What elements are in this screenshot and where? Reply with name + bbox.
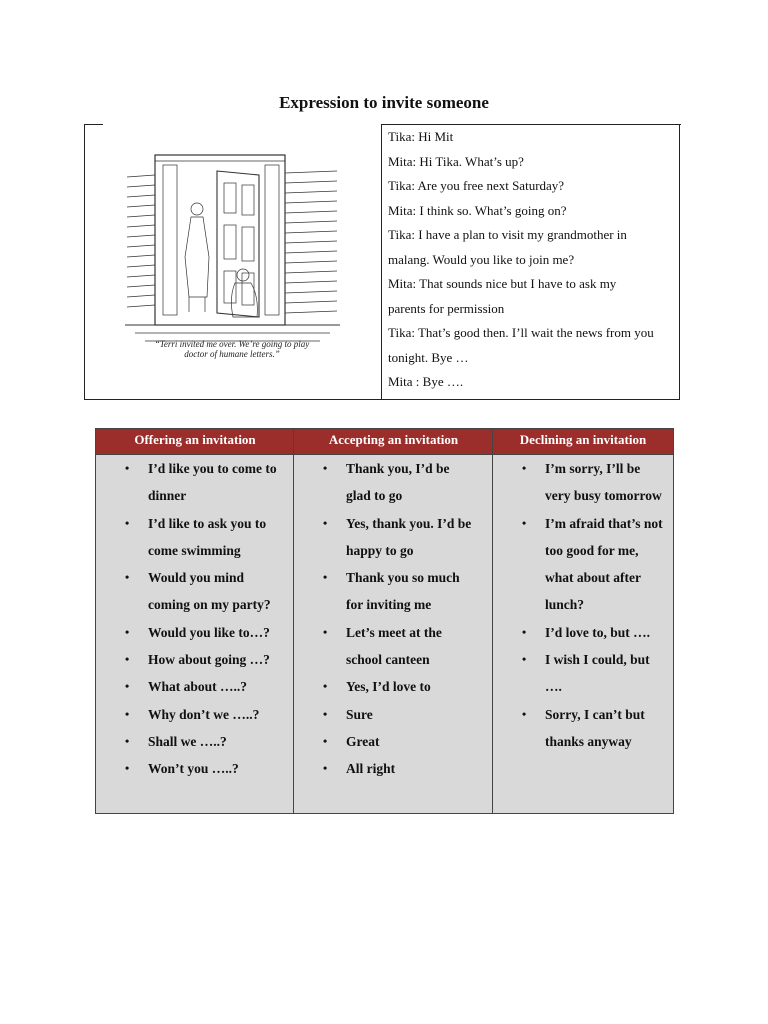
offering-list: [96, 455, 288, 783]
list-item-text: Why don’t we …..?: [148, 706, 260, 722]
list-item-text: Yes, I’d love to: [346, 679, 431, 695]
list-item-text: I’d like you to come to dinner: [148, 461, 277, 504]
accepting-list: [294, 455, 476, 783]
dialog-line: Tika: Hi Mit: [388, 129, 454, 144]
list-item-text: Would you like to…?: [148, 624, 270, 640]
list-item-text: Thank you, I’d be glad to go: [346, 461, 450, 504]
bullet-icon: •: [125, 679, 130, 694]
bullet-icon: •: [323, 733, 328, 748]
list-item: [493, 619, 663, 646]
list-item-text: Thank you so much for inviting me: [346, 570, 460, 613]
expressions-table: [95, 428, 674, 814]
dialog-line: Tika: Are you free next Saturday?: [388, 178, 565, 193]
list-item: [96, 673, 288, 700]
bullet-icon: •: [522, 706, 527, 721]
bullet-icon: •: [323, 515, 328, 530]
page-title: Expression to invite someone: [279, 93, 489, 112]
bullet-icon: •: [522, 652, 527, 667]
column-accepting: [294, 455, 493, 813]
dialog-line: Mita: That sounds nice but I have to ask my: [388, 276, 617, 291]
list-item-text: Won’t you …..?: [148, 761, 239, 777]
bullet-icon: •: [125, 706, 130, 721]
dialog-line: Mita: I think so. What’s going on?: [388, 202, 567, 218]
siding-right: [285, 171, 337, 313]
border-segment: [84, 124, 103, 125]
list-item: [96, 701, 288, 728]
bullet-icon: •: [125, 652, 130, 667]
header-offering: Offering an invitation: [96, 429, 294, 455]
list-item: [96, 619, 288, 646]
list-item: [96, 510, 288, 565]
list-item: [96, 455, 288, 510]
dialog-line: Mita: Hi Tika. What’s up?: [388, 153, 524, 169]
list-item: [96, 755, 288, 782]
list-item: [294, 455, 476, 510]
siding-left: [127, 175, 155, 307]
dialog-line: Mita : Bye ….: [388, 374, 464, 389]
list-item: [96, 646, 288, 673]
bullet-icon: •: [522, 515, 527, 530]
list-item-text: Let’s meet at the school canteen: [346, 624, 442, 668]
list-item: [294, 619, 476, 674]
list-item-text: Shall we …..?: [148, 733, 227, 749]
bullet-icon: •: [125, 761, 130, 776]
box-divider: [381, 124, 382, 400]
list-item-text: Sorry, I can’t but thanks anyway: [545, 706, 645, 749]
bullet-icon: •: [125, 624, 130, 639]
list-item-text: Great: [346, 733, 380, 749]
bullet-icon: •: [323, 461, 328, 475]
list-item: [493, 455, 663, 510]
bullet-icon: •: [522, 461, 527, 475]
header-accepting: Accepting an invitation: [294, 429, 493, 455]
list-item-text: I’d love to, but ….: [545, 624, 651, 640]
dialog-line: Tika: I have a plan to visit my grandmother in: [388, 227, 627, 242]
bullet-icon: •: [323, 706, 328, 721]
list-item-text: I’m sorry, I’ll be very busy tomorrow: [545, 461, 662, 504]
column-divider: [293, 429, 294, 813]
list-item-text: Yes, thank you. I’d be happy to go: [346, 515, 472, 558]
bullet-icon: •: [323, 679, 328, 694]
bullet-icon: •: [125, 733, 130, 748]
list-item-text: I’d like to ask you to come swimming: [148, 515, 267, 558]
cartoon-caption: “Terri invited me over. We’re going to play doctor of humane letters.”: [154, 339, 310, 359]
column-offering: [96, 455, 294, 813]
list-item-text: How about going …?: [148, 652, 270, 668]
list-item: [294, 510, 476, 565]
dialog-line: tonight. Bye …: [388, 349, 469, 365]
dialog-text: [388, 125, 680, 395]
list-item: [294, 755, 476, 782]
list-item: [96, 564, 288, 619]
dialog-line: malang. Would you like to join me?: [388, 251, 575, 267]
bullet-icon: •: [125, 461, 130, 475]
bullet-icon: •: [323, 624, 328, 639]
bullet-icon: •: [125, 570, 130, 585]
cartoon-illustration: [125, 147, 340, 367]
list-item-text: All right: [346, 761, 396, 777]
bullet-icon: •: [323, 761, 328, 776]
list-item: [96, 728, 288, 755]
list-item-text: I’m afraid that’s not too good for me, what about after lunch?: [545, 515, 663, 613]
list-item: [294, 701, 476, 728]
list-item: [294, 564, 476, 619]
list-item: [493, 701, 663, 756]
bullet-icon: •: [323, 570, 328, 585]
list-item: [493, 646, 663, 701]
dialog-line: Tika: That’s good then. I’ll wait the news from you: [388, 325, 654, 340]
column-divider: [492, 429, 493, 813]
list-item-text: I wish I could, but ….: [545, 652, 650, 695]
list-item: [493, 510, 663, 619]
list-item: [294, 728, 476, 755]
column-declining: [493, 455, 673, 813]
list-item-text: Would you mind coming on my party?: [148, 570, 271, 613]
dialog-box: [84, 124, 680, 400]
dialog-line: parents for permission: [388, 300, 505, 316]
bullet-icon: •: [522, 624, 527, 639]
header-declining: Declining an invitation: [493, 429, 673, 455]
list-item-text: What about …..?: [148, 679, 248, 695]
list-item-text: Sure: [346, 706, 373, 722]
declining-list: [493, 455, 663, 755]
bullet-icon: •: [125, 515, 130, 530]
list-item: [294, 673, 476, 700]
